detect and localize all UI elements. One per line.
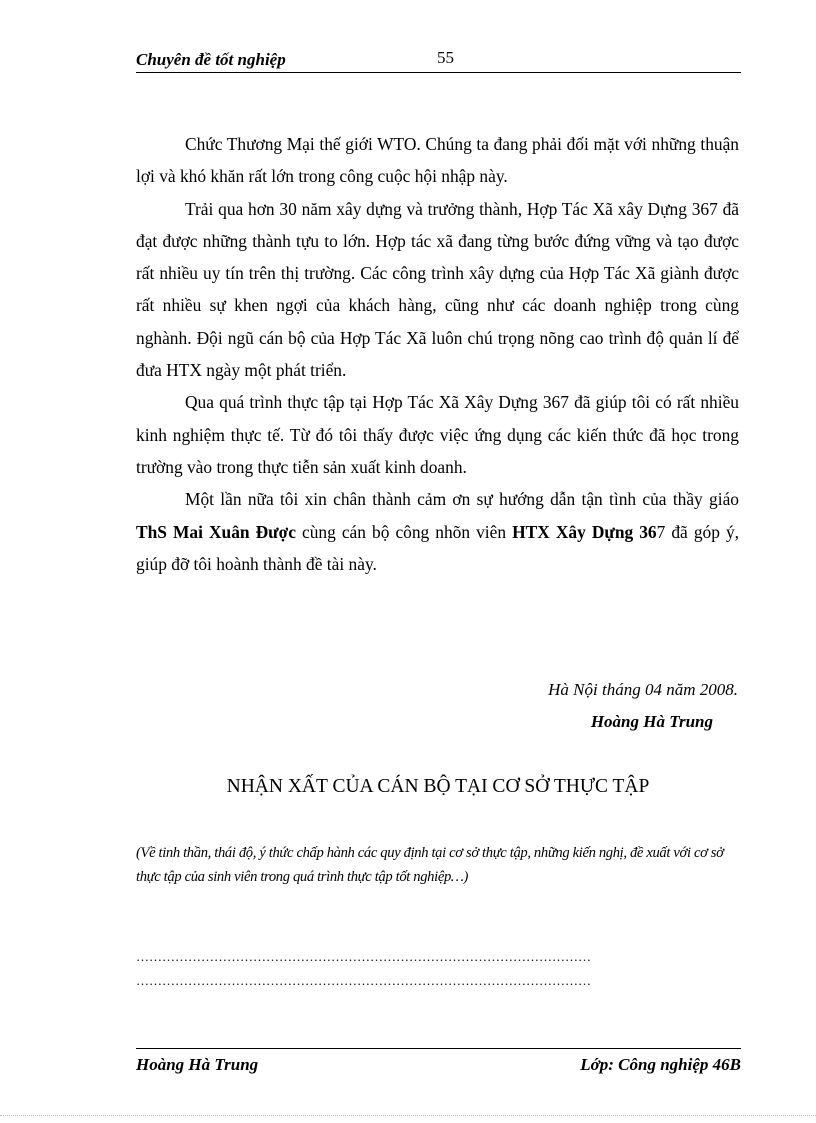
page-header [136,48,741,73]
dotted-answer-line-1: …………………………………………………………………………………………… [136,949,591,964]
page-footer [136,1048,741,1079]
evaluation-note: (Về tinh thần, thái độ, ý thức chấp hành các quy định tại cơ sở thực tập, những kiến nghị, đề xuất với cơ sở thực tập của sinh viên trong quá trình thực tập tốt nghiệp…) [136,845,724,885]
page-number: 55 [437,48,454,67]
company-name: HTX Xây Dựng 36 [512,521,657,542]
evaluation-title: NHẬN XẤT CỦA CÁN BỘ TẠI CƠ SỞ THỰC TẬP [226,776,650,797]
footer-author: Hoàng Hà Trung [136,1055,259,1074]
body-text [136,128,739,580]
header-title: Chuyên đề tốt nghiệp [136,50,286,69]
place-date: Hà Nội tháng 04 năm 2008. [548,680,738,699]
dotted-answer-line-2: …………………………………………………………………………………………… [136,973,591,988]
paragraph-2: Trải qua hơn 30 năm xây dựng và trưởng thành, Hợp Tác Xã xây Dựng 367 đã đạt được những thành tựu to lớn. Hợp tác xã đang từng bước đứng vững và tạo được rất nhiều uy tín trên thị trường. Các công trình xây dựng của Hợp Tác Xã giành được rất nhiều sự khen ngợi của khách hàng, cũng như các doanh nghiệp trong cùng nghành. Đội ngũ cán bộ của Hợp Tác Xã luôn chú trọng nõng cao trình độ quản lí để đưa HTX ngày một phát triển. [136,198,739,381]
paragraph-1: Chức Thương Mại thế giới WTO. Chúng ta đang phải đối mặt với những thuận lợi và khó khăn rất lớn trong công cuộc hội nhập này. [136,134,739,187]
paragraph-4-start: Một lần nữa tôi xin chân thành cảm ơn sự hướng dẫn tận tình của thầy giáo [185,489,739,510]
page-bottom-border [0,1115,816,1116]
paragraph-4-mid: cùng cán bộ công nhõn viên [295,521,513,542]
paragraph-3: Qua quá trình thực tập tại Hợp Tác Xã Xây Dựng 367 đã giúp tôi có rất nhiều kinh nghiệm thực tế. Từ đó tôi thấy được việc ứng dụng các kiến thức đã học trong trường vào trong thực tiễn sản xuất kinh doanh. [136,392,739,477]
paragraph-4 [136,483,739,580]
paragraph-4-end: 7 đã góp ý, giúp đỡ tôi hoành thành đề tài này. [136,521,739,574]
signer-name: Hoàng Hà Trung [590,712,713,731]
footer-class: Lớp: Công nghiệp 46B [580,1055,741,1074]
advisor-name: ThS Mai Xuân Được [136,521,296,542]
